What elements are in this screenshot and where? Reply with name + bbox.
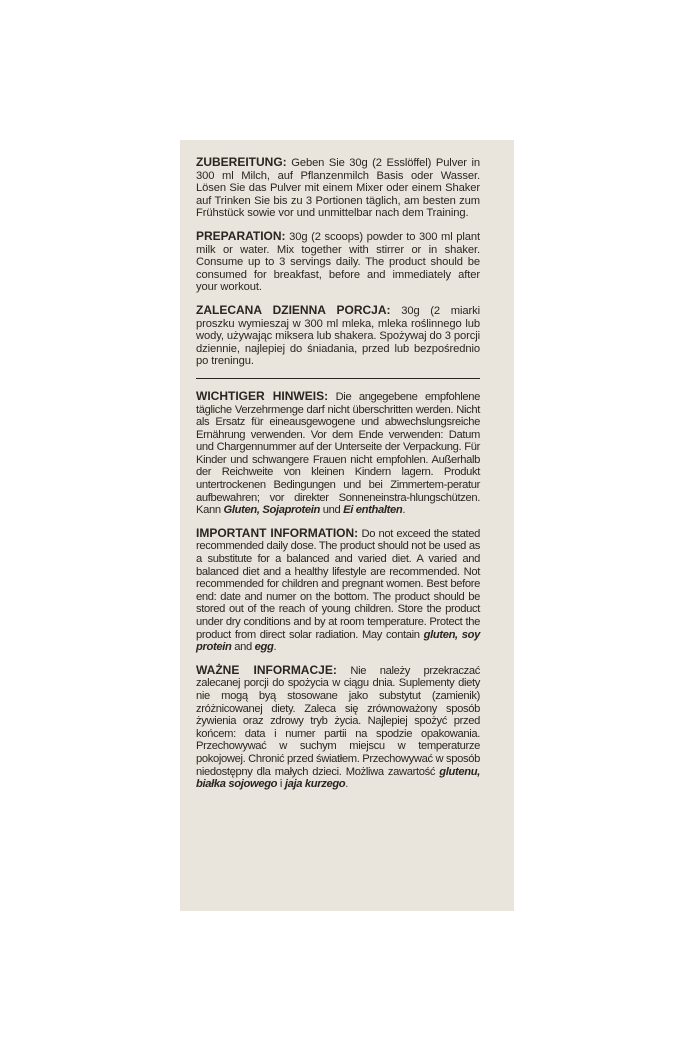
en-allergen-2: egg [254,641,274,654]
en-notice-paragraph [196,527,480,654]
de-notice-heading: WICHTIGER HINWEIS: [196,388,329,403]
en-notice-heading: IMPORTANT INFORMATION: [196,525,359,540]
pl-allergen-1: glutenu, białka sojowego [196,765,480,791]
pl-preparation-text: 30g (2 miarki proszku wymieszaj w 300 ml mleka, mleka roślinnego lub wody, używając miksera lub shakera. Spożywaj do 3 porcji dziennie, najlepiej do śniadania, przed lub bezpośrednio po treningu. [196,304,480,368]
de-preparation-heading: ZUBEREITUNG: [196,155,287,169]
de-notice-text: Die angegebene empfohlene tägliche Verzehrmenge darf nicht überschritten werden. Nicht als Ersatz für eineausgewogene und abwechslungsreiche Ernährung verwenden. Vor dem Ende verwenden: Datum und Chargennummer auf der Unterseite der Verpackung. Für Kinder und schwangere Frauen nicht empfohlen. Außerhalb der Reichweite von kleinen Kindern lagern. Produkt untertrockenen Bedingungen und bei Zimmertem-peratur aufbewahren; vor direkter Sonneneinstra-hlungschützen. Kann [196,390,481,517]
en-notice-end: . [273,641,277,654]
pl-notice-paragraph [196,664,480,791]
label-panel [180,140,514,911]
en-notice-text: Do not exceed the stated recommended daily dose. The product should not be used as a substitute for a balanced and varied diet. A varied and balanced diet and a healthy lifestyle are recommended. Not recommended for children and pregnant women. Best before end: date and numer on the bottom. The product should be stored out of the reach of young children. Store the product under dry conditions and by at room temperature. Protect the product from direct solar radiation. May contain [196,527,481,641]
pl-preparation-heading: ZALECANA DZIENNA PORCJA: [196,302,391,317]
de-allergen-1: Gluten, Sojaprotein [223,504,321,517]
de-notice-end: . [402,504,406,517]
de-allergen-joiner: und [320,504,344,517]
de-allergen-2: Ei enthalten [343,504,403,517]
section-divider [196,378,480,379]
de-notice-paragraph [196,390,480,517]
pl-allergen-joiner: i [277,778,285,791]
de-preparation-text: Geben Sie 30g (2 Esslöffel) Pulver in 300 ml Milch, auf Pflanzenmilch Basis oder Wasser. Lösen Sie das Pulver mit einem Mixer oder einem Shaker auf Trinken Sie bis zu 3 Portionen täglich, am besten zum Frühstück sowie vor und unmittelbar nach dem Training. [196,157,480,220]
de-preparation-paragraph [196,156,480,220]
en-preparation-text: 30g (2 scoops) powder to 300 ml plant milk or water. Mix together with stirrer or in shaker. Consume up to 3 servings daily. The product should be consumed for breakfast, before and immediately after your workout. [196,230,480,294]
en-preparation-paragraph [196,230,480,294]
pl-notice-text: Nie należy przekraczać zalecanej porcji do spożycia w ciągu dnia. Suplementy diety nie mogą byą stosowane jako substytut (zamienik) zróżnicowanej diety. Zaleca się zrównoważony sposób żywienia oraz zdrowy tryb życia. Najlepiej spożyć przed końcem: data i numer partii na spodzie opakowania. Przechowywać w suchym miejscu w temperaturze pokojowej. Chronić przed światłem. Przechowywać w sposób niedostępny dla małych dzieci. Możliwa zawartość [196,664,480,778]
pl-preparation-paragraph [196,304,480,368]
en-preparation-heading: PREPARATION: [196,228,286,243]
pl-notice-end: . [345,778,349,791]
pl-notice-heading: WAŻNE INFORMACJE: [196,662,337,677]
en-allergen-1: gluten, soy protein [196,628,481,654]
en-allergen-joiner: and [231,641,255,654]
pl-allergen-2: jaja kurzego [284,778,346,791]
